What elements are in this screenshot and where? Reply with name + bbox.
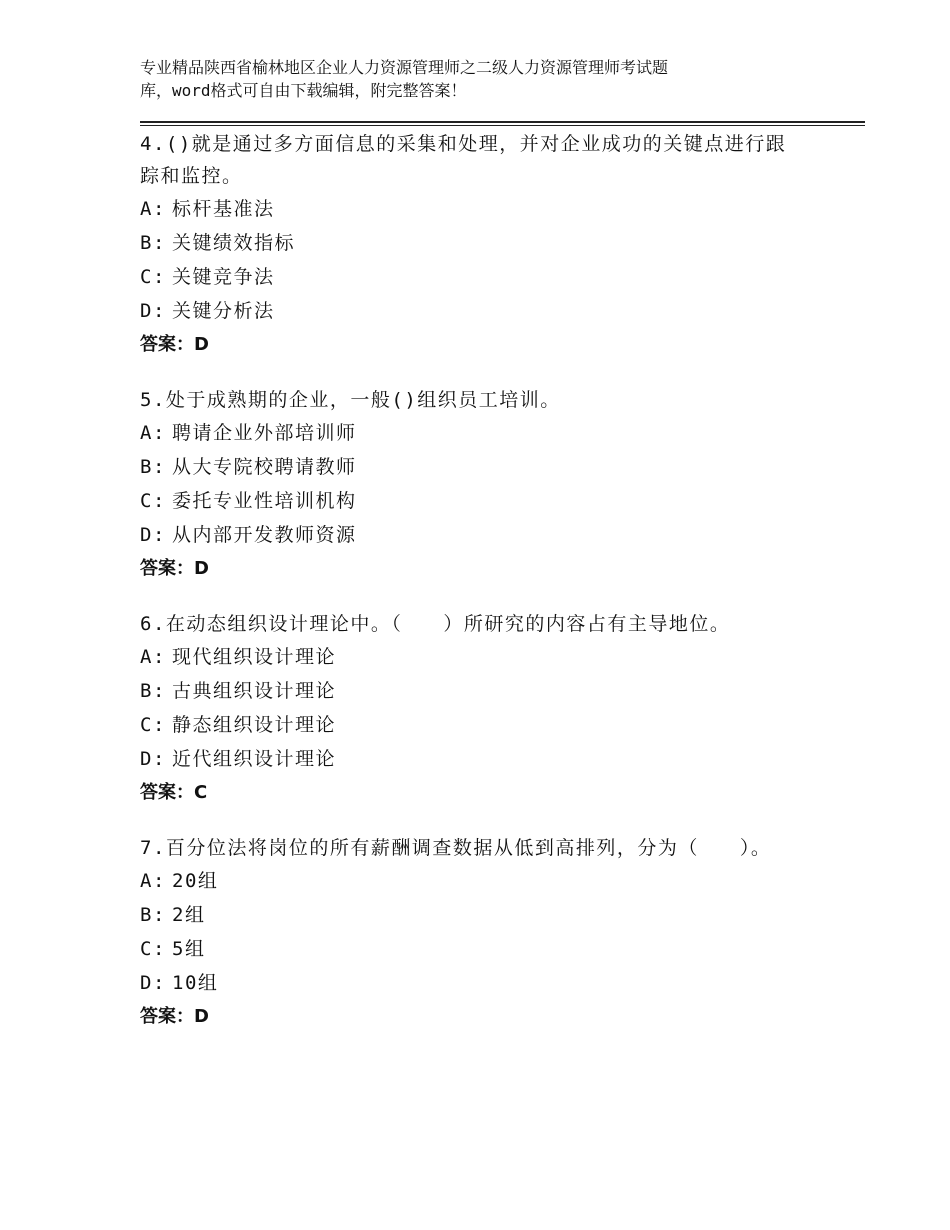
option-text: 5组 — [172, 938, 206, 960]
question-stem: 7.百分位法将岗位的所有薪酬调查数据从低到高排列，分为（ ）。 — [140, 837, 772, 859]
option-key: A: — [140, 870, 166, 892]
option-text: 从大专院校聘请教师 — [172, 456, 357, 478]
question-5 — [140, 384, 840, 586]
option-d — [140, 742, 840, 776]
document-header — [140, 56, 790, 102]
option-text: 关键竞争法 — [172, 266, 275, 288]
option-c — [140, 260, 840, 294]
option-key: C: — [140, 938, 166, 960]
option-text: 10组 — [172, 972, 219, 994]
option-text: 2组 — [172, 904, 206, 926]
option-text: 古典组织设计理论 — [172, 680, 337, 702]
header-divider-thin — [140, 125, 865, 126]
question-stem: 5.处于成熟期的企业，一般()组织员工培训。 — [140, 389, 561, 411]
header-title-line-1: 专业精品陕西省榆林地区企业人力资源管理师之二级人力资源管理师考试题 — [140, 58, 669, 77]
answer-line: 答案：D — [140, 1006, 209, 1027]
option-text: 近代组织设计理论 — [172, 748, 337, 770]
question-stem: 4.()就是通过多方面信息的采集和处理，并对企业成功的关键点进行跟踪和监控。 — [140, 133, 787, 187]
option-d — [140, 518, 840, 552]
option-b — [140, 898, 840, 932]
header-divider-thick — [140, 121, 865, 123]
option-a — [140, 640, 840, 674]
option-text: 静态组织设计理论 — [172, 714, 337, 736]
option-key: C: — [140, 714, 166, 736]
option-key: C: — [140, 266, 166, 288]
question-stem: 6.在动态组织设计理论中。（ ）所研究的内容占有主导地位。 — [140, 613, 731, 635]
option-text: 20组 — [172, 870, 219, 892]
option-key: A: — [140, 646, 166, 668]
option-key: B: — [140, 680, 166, 702]
option-b — [140, 674, 840, 708]
question-7 — [140, 832, 840, 1034]
option-text: 聘请企业外部培训师 — [172, 422, 357, 444]
option-c — [140, 484, 840, 518]
option-d — [140, 294, 840, 328]
question-list — [140, 128, 840, 1056]
option-key: B: — [140, 904, 166, 926]
option-key: B: — [140, 232, 166, 254]
option-a — [140, 864, 840, 898]
option-c — [140, 932, 840, 966]
question-6 — [140, 608, 840, 810]
option-text: 从内部开发教师资源 — [172, 524, 357, 546]
option-key: A: — [140, 198, 166, 220]
option-text: 关键绩效指标 — [172, 232, 296, 254]
option-key: D: — [140, 748, 166, 770]
option-a — [140, 192, 840, 226]
option-text: 委托专业性培训机构 — [172, 490, 357, 512]
option-d — [140, 966, 840, 1000]
question-4 — [140, 128, 840, 362]
option-key: C: — [140, 490, 166, 512]
header-title-line-2: 库，word格式可自由下载编辑，附完整答案！ — [140, 81, 467, 100]
option-b — [140, 450, 840, 484]
option-key: A: — [140, 422, 166, 444]
option-key: B: — [140, 456, 166, 478]
option-text: 标杆基准法 — [172, 198, 275, 220]
option-c — [140, 708, 840, 742]
option-text: 现代组织设计理论 — [172, 646, 337, 668]
option-text: 关键分析法 — [172, 300, 275, 322]
option-a — [140, 416, 840, 450]
option-key: D: — [140, 524, 166, 546]
answer-line: 答案：D — [140, 334, 209, 355]
option-key: D: — [140, 972, 166, 994]
answer-line: 答案：D — [140, 558, 209, 579]
option-key: D: — [140, 300, 166, 322]
option-b — [140, 226, 840, 260]
answer-line: 答案：C — [140, 782, 208, 803]
